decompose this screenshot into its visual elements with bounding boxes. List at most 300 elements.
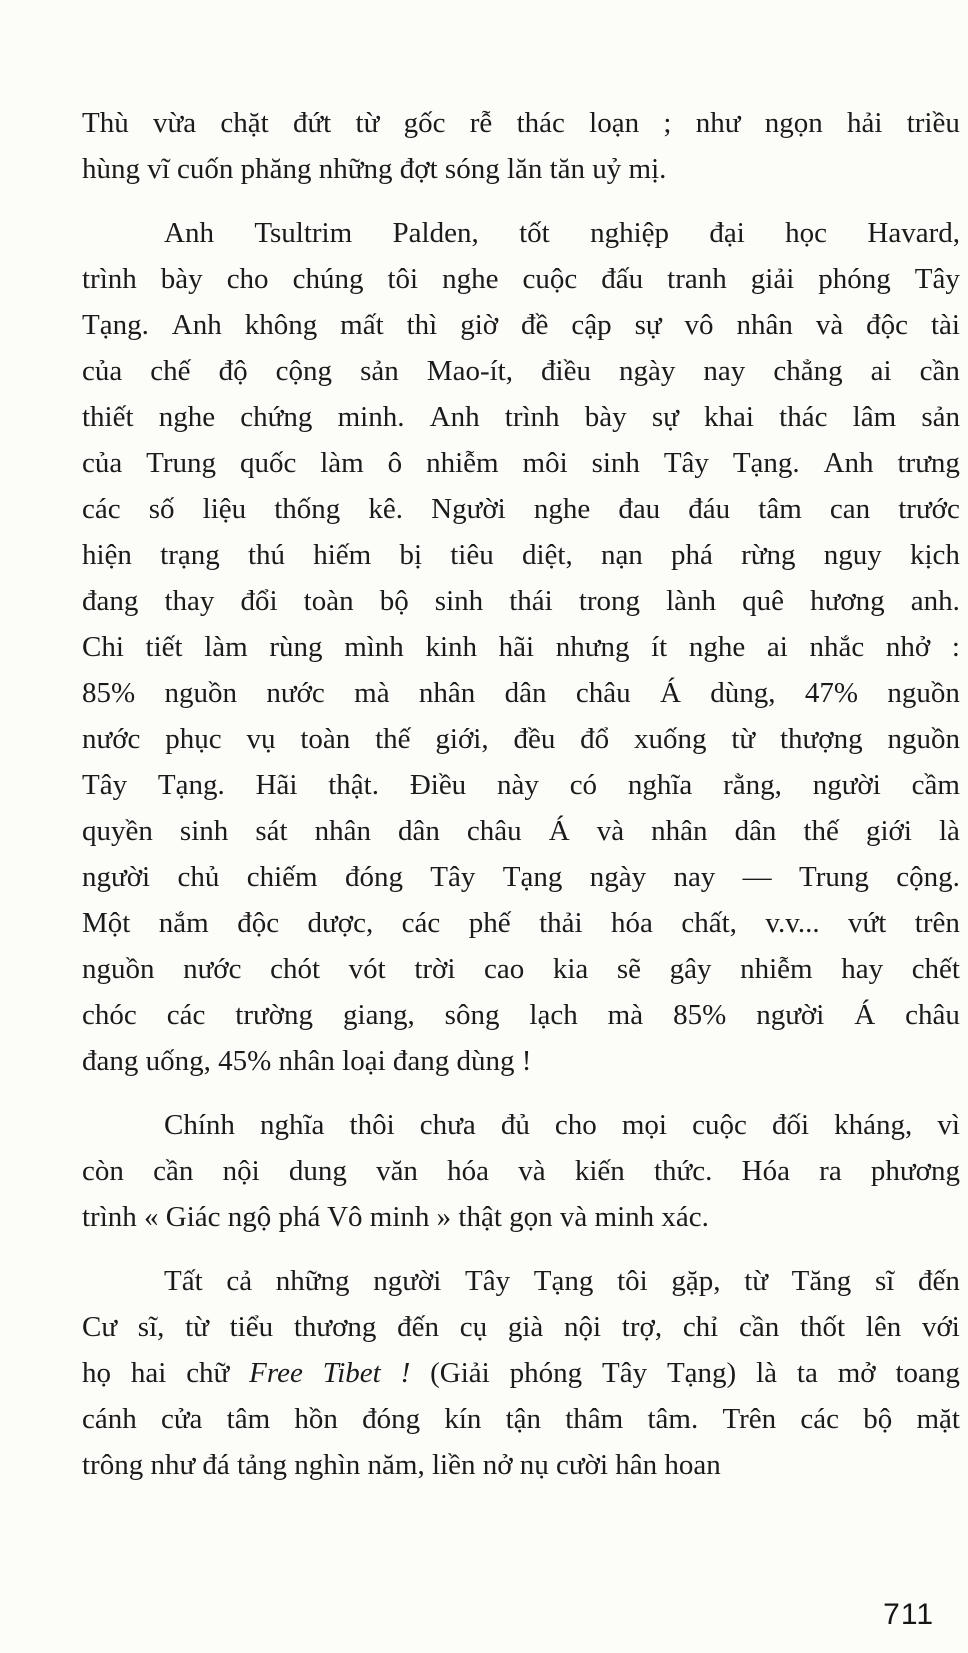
word: đều xyxy=(513,723,556,755)
word: mọi xyxy=(621,1109,667,1141)
word: Người xyxy=(431,493,506,525)
word: mà xyxy=(607,999,644,1031)
word: nguồn xyxy=(164,677,238,709)
word: làm xyxy=(320,447,364,479)
word: Tạng xyxy=(533,1265,594,1297)
word: chỉ xyxy=(682,1311,719,1343)
word: Palden, xyxy=(392,217,479,249)
word: cuộc xyxy=(692,1109,747,1141)
word: khai xyxy=(704,401,754,433)
word: phóng xyxy=(818,263,891,295)
word: ai xyxy=(766,631,788,663)
word: thải xyxy=(539,907,583,939)
paragraph xyxy=(82,1102,960,1240)
text-line xyxy=(82,670,960,716)
word: nhân xyxy=(418,677,476,709)
word-italic: Tibet xyxy=(322,1357,381,1389)
word: ; xyxy=(663,107,672,139)
word: Tây xyxy=(82,769,128,801)
word: đang xyxy=(82,585,139,617)
word: bộ xyxy=(379,585,409,617)
word: hay xyxy=(841,953,884,985)
text-line xyxy=(82,440,960,486)
word: tốt xyxy=(519,217,550,249)
word: hải xyxy=(847,107,883,139)
word: hóa xyxy=(447,1155,490,1187)
word: minh. xyxy=(337,401,405,433)
text-line xyxy=(82,854,960,900)
text-line xyxy=(82,578,960,624)
word: trạng xyxy=(160,539,220,571)
word: nghe xyxy=(442,263,499,295)
text-line xyxy=(82,302,960,348)
word: ngày xyxy=(619,355,676,387)
word: vô xyxy=(684,309,714,341)
word: nhở xyxy=(885,631,931,663)
word: tâm. xyxy=(647,1403,699,1435)
word: kê. xyxy=(368,493,404,525)
word: lạch xyxy=(529,999,578,1031)
word: ô xyxy=(387,447,403,479)
word: đối xyxy=(771,1109,809,1141)
word: chứng xyxy=(240,401,313,433)
word: (Giải xyxy=(430,1357,490,1389)
word: nước xyxy=(266,677,325,709)
word: những xyxy=(275,1265,350,1297)
text-line: đang uống, 45% nhân loại đang dùng ! xyxy=(82,1045,532,1077)
word: đến xyxy=(917,1265,960,1297)
word: đề xyxy=(521,309,549,341)
word: 47% xyxy=(804,677,859,709)
word: mặt xyxy=(916,1403,960,1435)
word: cả xyxy=(226,1265,253,1297)
word: trình xyxy=(504,401,560,433)
word: bày xyxy=(584,401,627,433)
word: tôi xyxy=(617,1265,648,1297)
word: vụ xyxy=(246,723,276,755)
word: quê xyxy=(742,585,785,617)
word: vót xyxy=(348,953,386,985)
word: Tây xyxy=(601,1357,648,1389)
word: rằng, xyxy=(723,769,782,801)
word: nhiễm xyxy=(740,953,813,985)
word: hồn xyxy=(294,1403,338,1435)
word: sĩ xyxy=(874,1265,895,1297)
word: thác xyxy=(779,401,828,433)
word: Điều xyxy=(409,769,467,801)
word: sinh xyxy=(591,447,640,479)
page-text xyxy=(82,100,960,1488)
word: đáu xyxy=(688,493,731,525)
word: nghe xyxy=(158,401,216,433)
word: Tạng xyxy=(502,861,563,893)
word: thế xyxy=(375,723,411,755)
word: triều xyxy=(906,107,960,139)
text-line xyxy=(82,348,960,394)
word: vứt xyxy=(848,907,887,939)
word: đại xyxy=(709,217,745,249)
word: Một xyxy=(82,907,131,939)
text-line xyxy=(82,394,960,440)
word: châu xyxy=(466,815,522,847)
text-line xyxy=(82,1148,960,1194)
word: và xyxy=(596,815,625,847)
word: Hãi xyxy=(255,769,298,801)
word: đóng xyxy=(344,861,403,893)
word: hiện xyxy=(82,539,132,571)
word: điều xyxy=(541,355,591,387)
word: dân xyxy=(398,815,440,847)
word: gốc xyxy=(403,107,446,139)
word: nội xyxy=(222,1155,260,1187)
word: nghĩa xyxy=(627,769,693,801)
word: nhưng xyxy=(555,631,630,663)
text-line xyxy=(82,900,960,946)
word: tiết xyxy=(145,631,183,663)
word: chế xyxy=(150,355,191,387)
word: giang, xyxy=(343,999,415,1031)
word: sĩ, xyxy=(137,1311,165,1343)
word: ra xyxy=(819,1155,842,1187)
word: mà xyxy=(354,677,390,709)
word: Á xyxy=(548,815,570,847)
word: kịch xyxy=(909,539,960,571)
word-italic: Free xyxy=(249,1357,303,1389)
text-line xyxy=(82,100,960,146)
word: Tây xyxy=(465,1265,511,1297)
text-line: hùng vĩ cuốn phăng những đợt sóng lăn tăn uỷ mị. xyxy=(82,153,667,185)
word: loạn xyxy=(589,107,640,139)
word: đấu xyxy=(601,263,644,295)
word: nguồn xyxy=(887,723,960,755)
word: toàn xyxy=(300,723,351,755)
word: cập xyxy=(571,309,612,341)
word: dung xyxy=(288,1155,347,1187)
word: cuộc xyxy=(522,263,578,295)
word: gây xyxy=(669,953,712,985)
word: Chi xyxy=(82,631,124,663)
word: rùng xyxy=(269,631,323,663)
word: thốt xyxy=(799,1311,846,1343)
word: bộ xyxy=(863,1403,893,1435)
word: lâm xyxy=(852,401,897,433)
word: nắm xyxy=(158,907,209,939)
word: — xyxy=(742,861,772,893)
word: chiếm xyxy=(246,861,318,893)
word: cụ xyxy=(459,1311,488,1343)
word: chúng xyxy=(292,263,364,295)
word: bị xyxy=(399,539,423,571)
word: dân xyxy=(734,815,777,847)
text-line xyxy=(82,716,960,762)
word: trong xyxy=(578,585,641,617)
word: nay xyxy=(703,355,746,387)
word: hương xyxy=(810,585,885,617)
word: Tây xyxy=(430,861,476,893)
word: mất xyxy=(340,309,384,341)
word: thống xyxy=(274,493,341,525)
word: phục xyxy=(165,723,222,755)
word: người xyxy=(756,999,825,1031)
paragraph xyxy=(82,210,960,1084)
word: châu xyxy=(575,677,631,709)
word: ngọn xyxy=(764,107,823,139)
word: như xyxy=(695,107,741,139)
word: thương xyxy=(293,1311,377,1343)
word: nghĩa xyxy=(260,1109,325,1141)
word: người xyxy=(82,861,151,893)
text-line xyxy=(82,1258,960,1304)
word: Tạng. xyxy=(157,769,225,801)
page-number: 711 xyxy=(883,1598,934,1631)
word: đến xyxy=(397,1311,440,1343)
word: của xyxy=(82,447,123,479)
word: hai xyxy=(130,1357,167,1389)
word: các xyxy=(401,907,441,939)
word: giờ xyxy=(460,309,499,341)
word: cho xyxy=(226,263,269,295)
word: quốc xyxy=(239,447,297,479)
word: độ xyxy=(218,355,248,387)
word: rễ xyxy=(469,107,493,139)
word: đau xyxy=(618,493,661,525)
word: diệt, xyxy=(521,539,573,571)
word: với xyxy=(921,1311,960,1343)
word: Tsultrim xyxy=(254,217,353,249)
word: ta xyxy=(796,1357,818,1389)
word: chưa xyxy=(419,1109,476,1141)
word: cửa xyxy=(160,1403,203,1435)
word: sản xyxy=(360,355,399,387)
word: sông xyxy=(444,999,500,1031)
word: độc xyxy=(866,309,909,341)
word: đứt xyxy=(292,107,332,139)
word: Trung xyxy=(799,861,869,893)
word: Thù xyxy=(82,107,129,139)
word: tôi xyxy=(387,263,419,295)
text-line xyxy=(82,992,960,1038)
word: tiêu xyxy=(450,539,494,571)
word: Chính xyxy=(164,1109,235,1141)
word: sản xyxy=(921,401,960,433)
word: nhân xyxy=(736,309,793,341)
word: thay xyxy=(164,585,215,617)
word: chặt xyxy=(220,107,269,139)
word: người xyxy=(373,1265,442,1297)
word: số xyxy=(148,493,175,525)
word: 85% xyxy=(82,677,136,709)
word: Havard, xyxy=(867,217,960,249)
word: nguồn xyxy=(887,677,960,709)
word: Trên xyxy=(722,1403,777,1435)
word: cần xyxy=(153,1155,194,1187)
word: người xyxy=(812,769,881,801)
word: ít xyxy=(651,631,668,663)
word: nhân xyxy=(651,815,708,847)
word: làm xyxy=(204,631,248,663)
word: nghe xyxy=(688,631,746,663)
word: đủ xyxy=(500,1109,530,1141)
word-italic: ! xyxy=(400,1357,411,1389)
word: nhân xyxy=(314,815,371,847)
word: đổ xyxy=(580,723,610,755)
word: Anh xyxy=(823,447,874,479)
word: thế xyxy=(803,815,839,847)
word: còn xyxy=(82,1155,124,1187)
word: can xyxy=(829,493,871,525)
word: nạn xyxy=(600,539,643,571)
word: mở xyxy=(837,1357,876,1389)
word: hóa xyxy=(611,907,653,939)
text-line xyxy=(82,808,960,854)
word: quyền xyxy=(82,815,153,847)
word: giải xyxy=(750,263,795,295)
word: chữ xyxy=(186,1357,230,1389)
word: các xyxy=(82,493,121,525)
word: phóng xyxy=(509,1357,583,1389)
word: môi xyxy=(522,447,568,479)
word: các xyxy=(166,999,206,1031)
word: trình xyxy=(82,263,137,295)
word: nghe xyxy=(533,493,591,525)
word: nay xyxy=(673,861,716,893)
word: chất, xyxy=(681,907,737,939)
word: Cư xyxy=(82,1311,118,1343)
word: mình xyxy=(344,631,404,663)
word: chóc xyxy=(82,999,137,1031)
word: kín xyxy=(444,1403,482,1435)
word: Tây xyxy=(663,447,709,479)
word: rừng xyxy=(741,539,796,571)
text-line xyxy=(82,486,960,532)
word: thật. xyxy=(328,769,379,801)
word: v.v... xyxy=(765,907,820,939)
word: già xyxy=(507,1311,544,1343)
word: kiến xyxy=(574,1155,625,1187)
word: dùng, xyxy=(710,677,776,709)
word: trên xyxy=(914,907,960,939)
text-line: trông như đá tảng nghìn năm, liền nở nụ cười hân hoan xyxy=(82,1449,721,1481)
word: phế xyxy=(468,907,511,939)
word: trước xyxy=(898,493,960,525)
word: thái xyxy=(509,585,553,617)
word: Tạng. xyxy=(82,309,149,341)
word: tiểu xyxy=(229,1311,274,1343)
text-line xyxy=(82,210,960,256)
word: cộng xyxy=(275,355,333,387)
word: : xyxy=(951,631,960,663)
word: Tất xyxy=(164,1265,203,1297)
word: trợ, xyxy=(621,1311,663,1343)
word: cộng. xyxy=(896,861,960,893)
word: thượng xyxy=(779,723,863,755)
word: nguy xyxy=(823,539,882,571)
text-line xyxy=(82,624,960,670)
word: các xyxy=(800,1403,840,1435)
word: thôi xyxy=(349,1109,395,1141)
word: kháng, xyxy=(834,1109,913,1141)
word: Hóa xyxy=(741,1155,790,1187)
text-line xyxy=(82,1304,960,1350)
word: thú xyxy=(247,539,286,571)
word: hãi xyxy=(498,631,535,663)
word: từ xyxy=(355,107,380,139)
word: kia xyxy=(552,953,589,985)
word: chủ xyxy=(177,861,220,893)
word: nghiệp xyxy=(590,217,670,249)
word: trời xyxy=(414,953,456,985)
word: này xyxy=(497,769,539,801)
word: thác xyxy=(516,107,565,139)
text-line xyxy=(82,532,960,578)
word: châu xyxy=(905,999,960,1031)
word: không xyxy=(244,309,318,341)
word: xuống xyxy=(634,723,707,755)
word: ai xyxy=(870,355,892,387)
text-line xyxy=(82,1102,960,1148)
word: văn xyxy=(376,1155,418,1187)
word: họ xyxy=(82,1357,111,1389)
word: tranh xyxy=(667,263,727,295)
word: và xyxy=(815,309,844,341)
word: cần xyxy=(738,1311,780,1343)
word: phương xyxy=(870,1155,960,1187)
word: chẳng xyxy=(773,355,843,387)
word: cánh xyxy=(82,1403,137,1435)
word: sát xyxy=(255,815,288,847)
word: cho xyxy=(554,1109,597,1141)
word: nguồn xyxy=(82,953,155,985)
text-line xyxy=(82,256,960,302)
word: nội xyxy=(564,1311,602,1343)
word: gặp, xyxy=(671,1265,721,1297)
word: thâm xyxy=(565,1403,624,1435)
paragraph xyxy=(82,100,960,192)
word: Mao-ít, xyxy=(426,355,513,387)
word: vừa xyxy=(153,107,197,139)
word: kinh xyxy=(425,631,478,663)
word: của xyxy=(82,355,123,387)
text-line xyxy=(82,762,960,808)
word: tâm xyxy=(758,493,802,525)
word: đóng xyxy=(362,1403,421,1435)
text-line xyxy=(82,1350,960,1396)
word: Tạng) xyxy=(666,1357,737,1389)
word: từ xyxy=(744,1265,768,1297)
word: lành xyxy=(666,585,717,617)
word: nước xyxy=(183,953,242,985)
word: anh. xyxy=(910,585,960,617)
word: sinh xyxy=(179,815,229,847)
word: vì xyxy=(937,1109,960,1141)
word: phá xyxy=(671,539,713,571)
word: sẽ xyxy=(616,953,642,985)
word: Anh xyxy=(171,309,222,341)
text-line xyxy=(82,946,960,992)
text-line xyxy=(82,1396,960,1442)
word: Á xyxy=(854,999,876,1031)
word: Tăng xyxy=(791,1265,852,1297)
word: giới, xyxy=(435,723,489,755)
word: liệu xyxy=(202,493,247,525)
word: độc xyxy=(237,907,280,939)
word: bày xyxy=(160,263,203,295)
word: cầm xyxy=(911,769,960,801)
word: và xyxy=(518,1155,546,1187)
word: thì xyxy=(406,309,438,341)
word: tài xyxy=(930,309,960,341)
word: thức. xyxy=(654,1155,713,1187)
